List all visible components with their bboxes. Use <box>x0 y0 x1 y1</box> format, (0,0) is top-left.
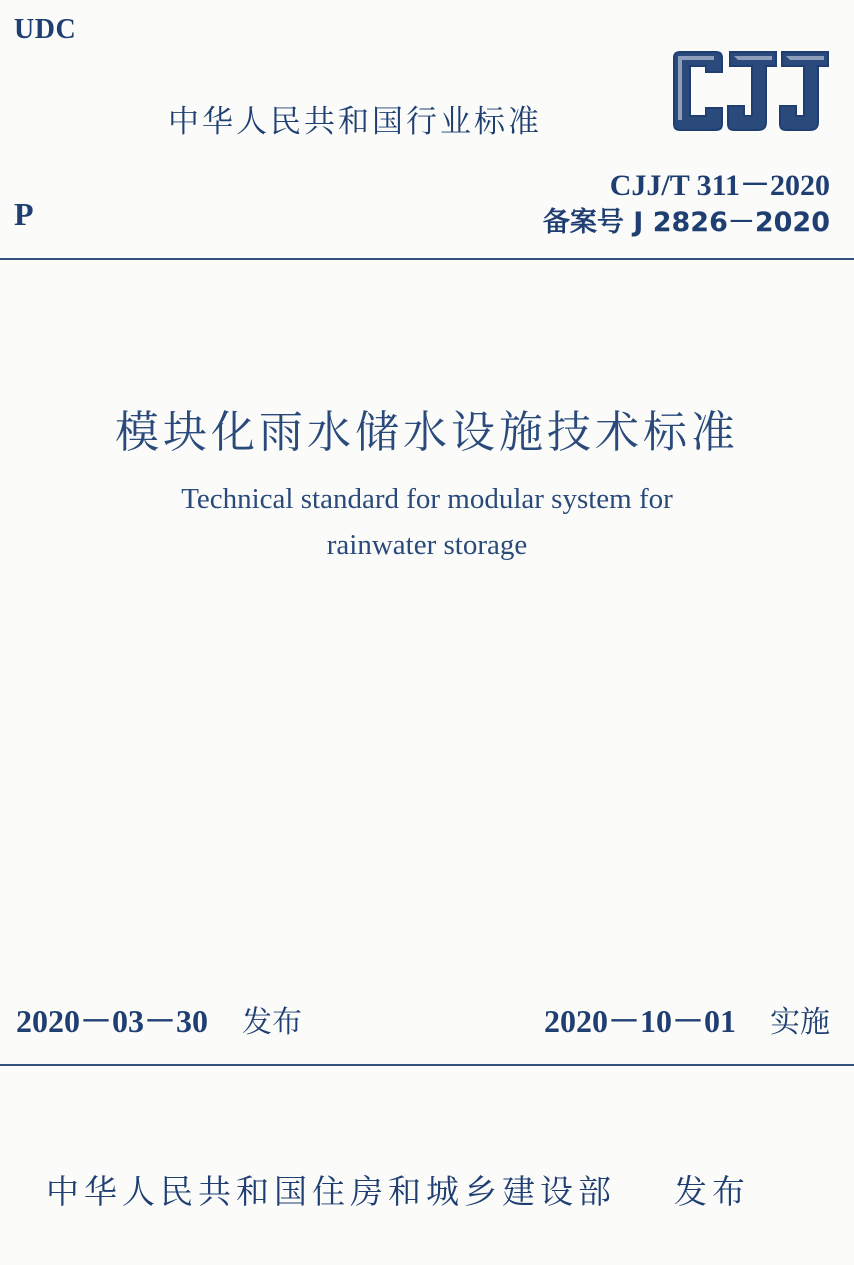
implementation-date: 2020－10－01 <box>543 1003 736 1039</box>
bottom-divider <box>0 1064 854 1066</box>
issue-label: 发布 <box>242 1005 303 1040</box>
top-divider <box>0 258 854 260</box>
title-english-line-1: Technical standard for modular system for <box>181 483 673 515</box>
implementation-date-block <box>544 996 830 1042</box>
implementation-label: 实施 <box>770 1005 830 1040</box>
standard-number: CJJ/T 311－2020 <box>609 169 830 202</box>
classification-code: P <box>14 196 34 232</box>
title-english <box>0 476 854 568</box>
publisher-line <box>46 1166 750 1213</box>
title-english-line-2: rainwater storage <box>326 529 528 561</box>
udc-label: UDC <box>14 14 77 45</box>
issue-date: 2020－03－30 <box>16 1003 209 1039</box>
publisher-name: 中华人民共和国住房和城乡建设部 <box>46 1172 616 1211</box>
record-number: 备案号 J 2826－2020 <box>542 207 830 238</box>
cjj-logo <box>668 48 834 134</box>
title-chinese: 模块化雨水储水设施技术标准 <box>115 407 739 458</box>
industry-standard-heading: 中华人民共和国行业标准 <box>168 104 542 140</box>
issue-date-block <box>16 996 302 1042</box>
publisher-action: 发布 <box>674 1172 750 1211</box>
